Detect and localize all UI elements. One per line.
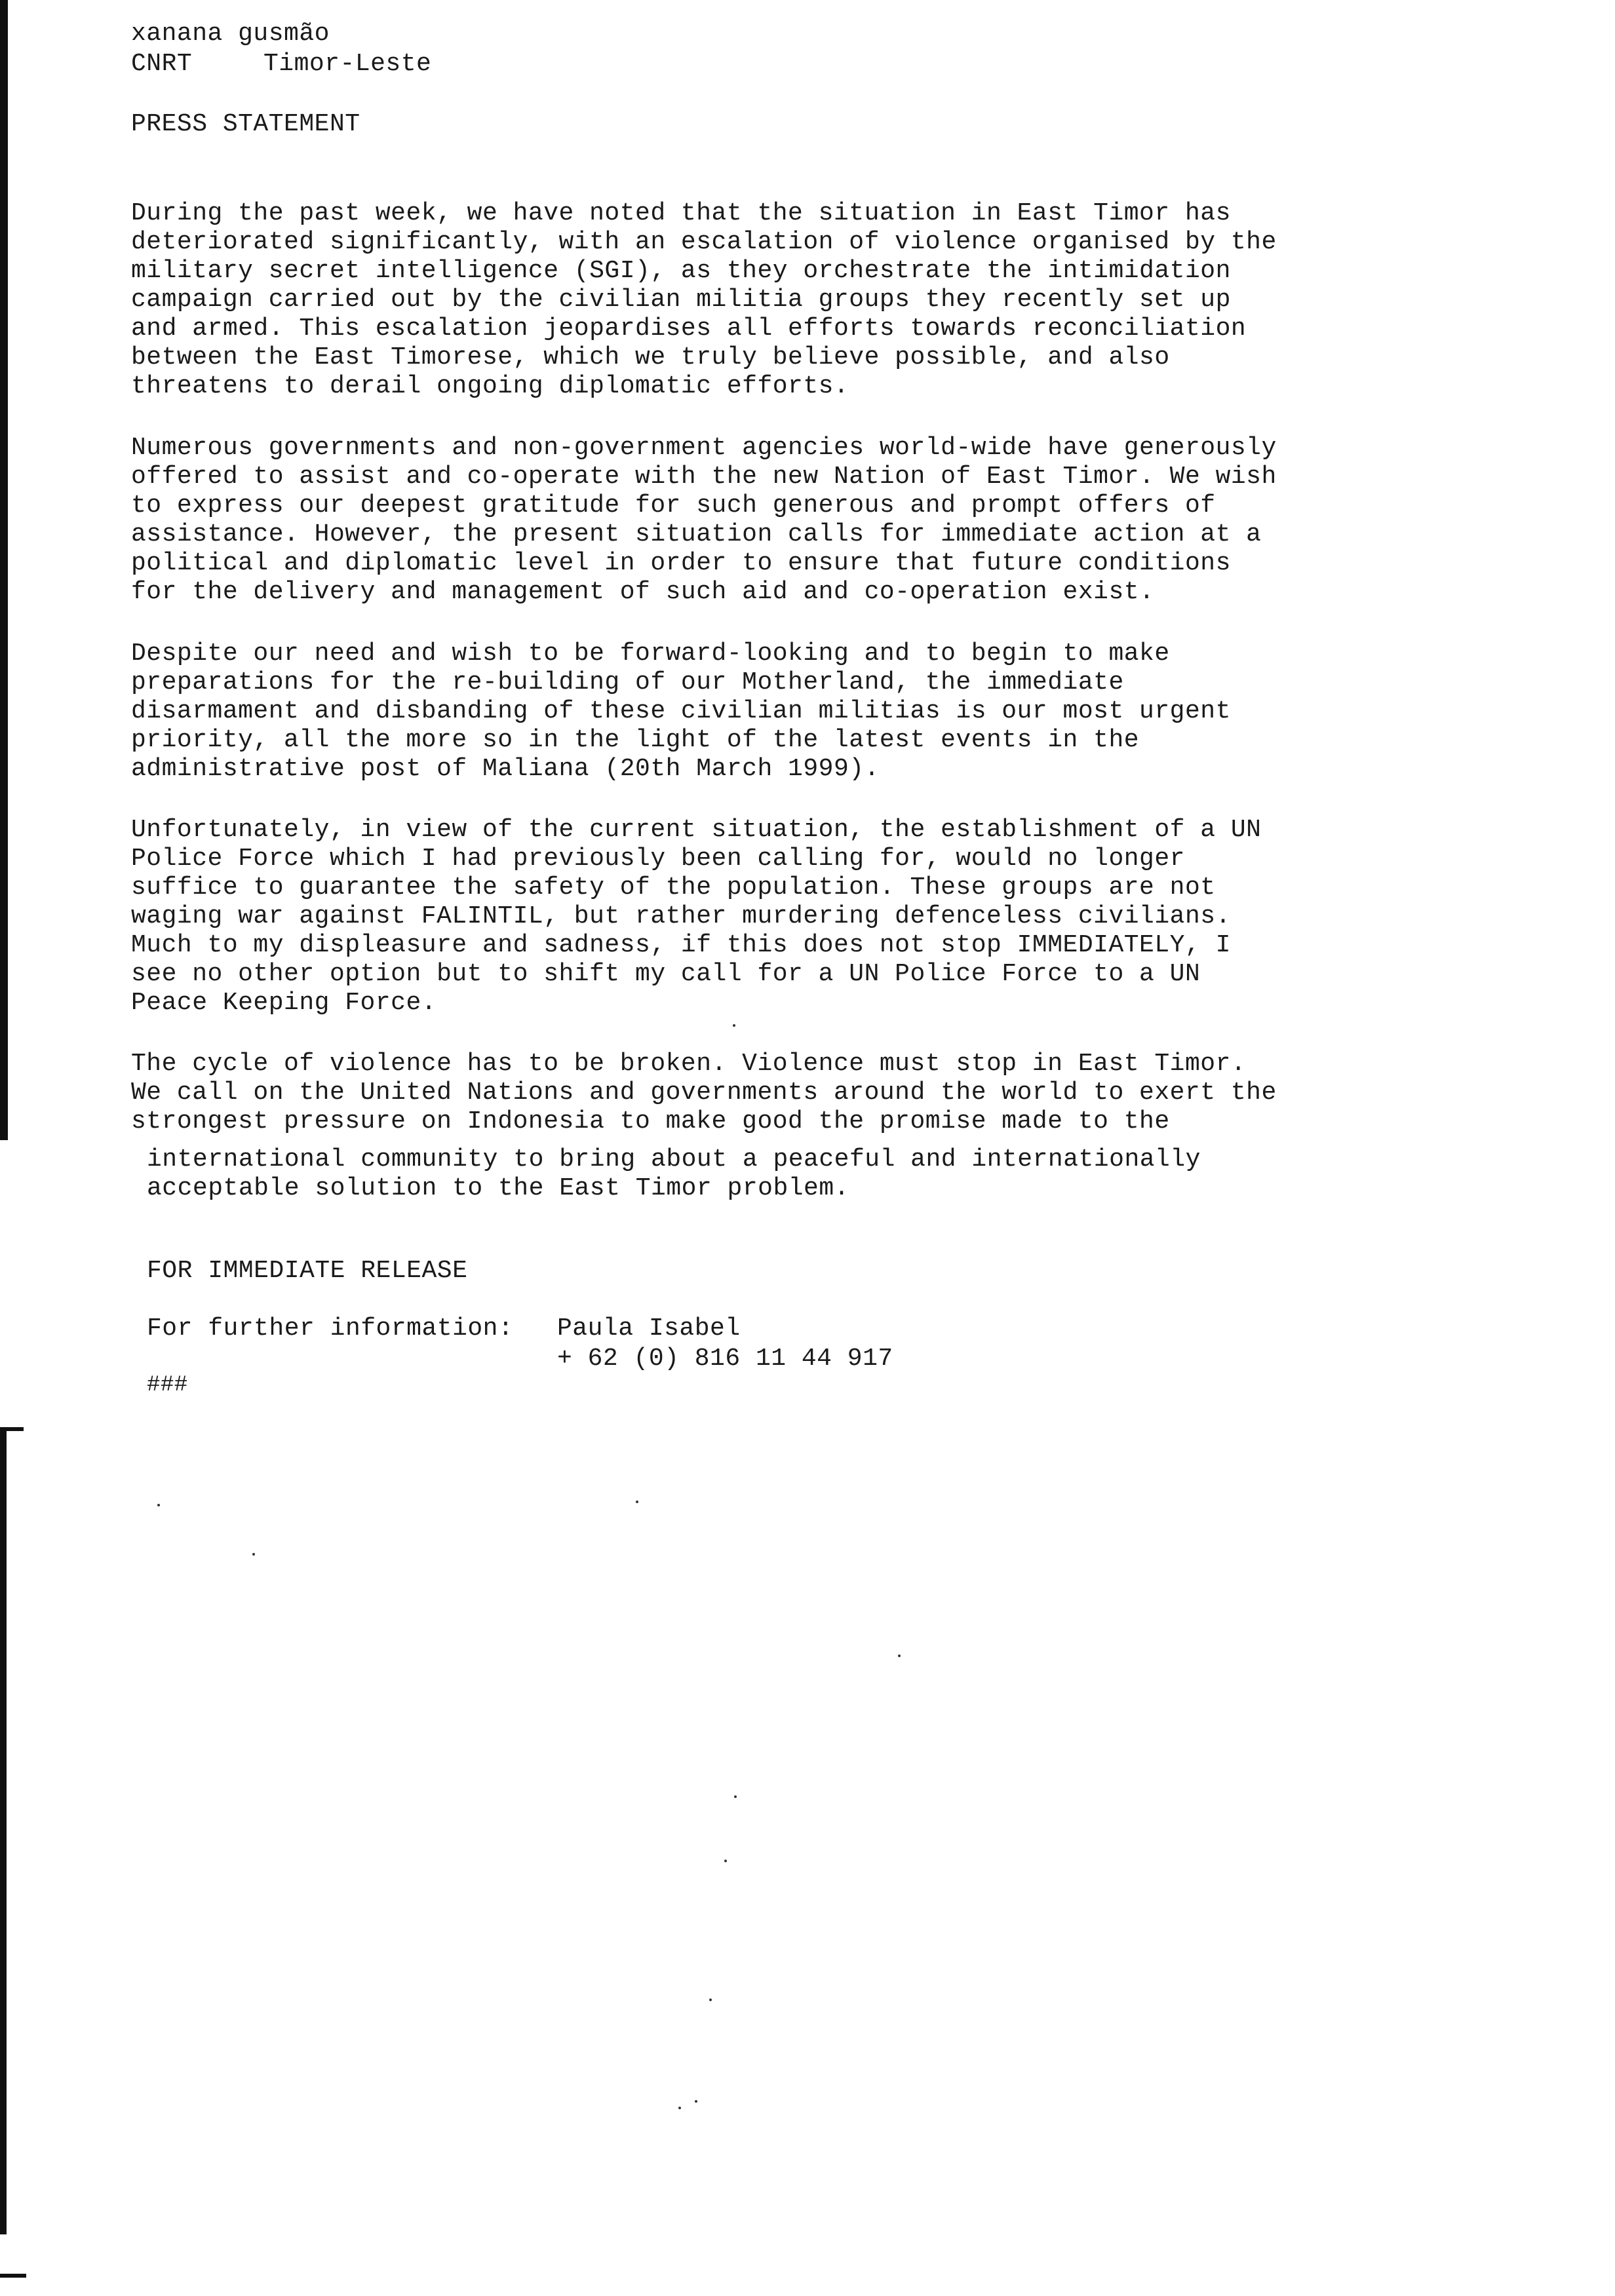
paragraph-3 [131, 640, 1376, 784]
release-notice: FOR IMMEDIATE RELEASE [147, 1257, 468, 1285]
scan-edge-shadow [0, 0, 8, 1140]
scan-speck [898, 1655, 901, 1657]
document-type-heading: PRESS STATEMENT [131, 110, 360, 138]
text-line: waging war against FALINTIL, but rather murdering defenceless civilians. [131, 902, 1231, 930]
scan-speck [678, 2107, 681, 2109]
end-mark: ### [147, 1373, 188, 1398]
text-line: administrative post of Maliana (20th March 1999). [131, 755, 880, 783]
paragraph-5 [131, 1050, 1376, 1136]
text-line: military secret intelligence (SGI), as they orchestrate the intimidation [131, 257, 1231, 285]
paragraph-1 [131, 199, 1376, 401]
contact-name: Paula Isabel [557, 1314, 741, 1343]
paragraph-4 [131, 816, 1376, 1018]
scan-speck [734, 1795, 737, 1798]
scan-speck [709, 1999, 712, 2001]
text-line: Unfortunately, in view of the current situation, the establishment of a UN [131, 816, 1262, 844]
scan-edge-shadow [0, 1428, 7, 2234]
text-line: Police Force which I had previously been calling for, would no longer [131, 845, 1185, 873]
scan-speck [636, 1501, 638, 1503]
text-line: see no other option but to shift my call for a UN Police Force to a UN [131, 960, 1201, 988]
scan-speck [252, 1553, 255, 1556]
scan-speck [695, 2100, 697, 2103]
text-line: for the delivery and management of such aid and co-operation exist. [131, 578, 1155, 606]
contact-phone: + 62 (0) 816 11 44 917 [557, 1345, 893, 1373]
text-line: We call on the United Nations and governments around the world to exert the [131, 1079, 1277, 1107]
text-line: between the East Timorese, which we truly believe possible, and also [131, 343, 1170, 372]
text-line: international community to bring about a peaceful and internationally [147, 1145, 1201, 1174]
text-line: campaign carried out by the civilian militia groups they recently set up [131, 286, 1231, 314]
text-line: assistance. However, the present situation calls for immediate action at a [131, 520, 1262, 548]
paragraph-2 [131, 434, 1376, 607]
location: Timor-Leste [263, 50, 432, 78]
text-line: Much to my displeasure and sadness, if this does not stop IMMEDIATELY, I [131, 931, 1231, 959]
scan-speck [724, 1860, 727, 1862]
text-line: strongest pressure on Indonesia to make good the promise made to the [131, 1107, 1170, 1136]
text-line: and armed. This escalation jeopardises all efforts towards reconciliation [131, 315, 1247, 343]
text-line: During the past week, we have noted that the situation in East Timor has [131, 199, 1231, 227]
text-line: Despite our need and wish to be forward-looking and to begin to make [131, 640, 1170, 668]
paragraph-5-continuation [147, 1145, 1392, 1203]
text-line: The cycle of violence has to be broken. Violence must stop in East Timor. [131, 1050, 1247, 1078]
text-line: suffice to guarantee the safety of the population. These groups are not [131, 873, 1216, 902]
text-line: priority, all the more so in the light of the latest events in the [131, 726, 1140, 754]
scan-speck [733, 1024, 735, 1027]
text-line: Numerous governments and non-government agencies world-wide have generously [131, 434, 1277, 462]
contact-label: For further information: [147, 1314, 514, 1343]
text-line: preparations for the re-building of our Motherland, the immediate [131, 668, 1124, 697]
text-line: acceptable solution to the East Timor problem. [147, 1174, 849, 1202]
text-line: Peace Keeping Force. [131, 989, 437, 1017]
text-line: to express our deepest gratitude for such generous and prompt offers of [131, 491, 1216, 520]
text-line: offered to assist and co-operate with the new Nation of East Timor. We wish [131, 463, 1277, 491]
text-line: political and diplomatic level in order to ensure that future conditions [131, 549, 1231, 577]
text-line: disarmament and disbanding of these civilian militias is our most urgent [131, 697, 1231, 725]
scan-edge-mark [0, 2274, 26, 2278]
text-line: deteriorated significantly, with an escalation of violence organised by the [131, 228, 1277, 256]
author-name: xanana gusmão [131, 20, 330, 48]
organisation: CNRT [131, 50, 193, 78]
scan-edge-mark [0, 1427, 24, 1431]
scan-speck [157, 1504, 160, 1506]
text-line: threatens to derail ongoing diplomatic efforts. [131, 372, 849, 400]
